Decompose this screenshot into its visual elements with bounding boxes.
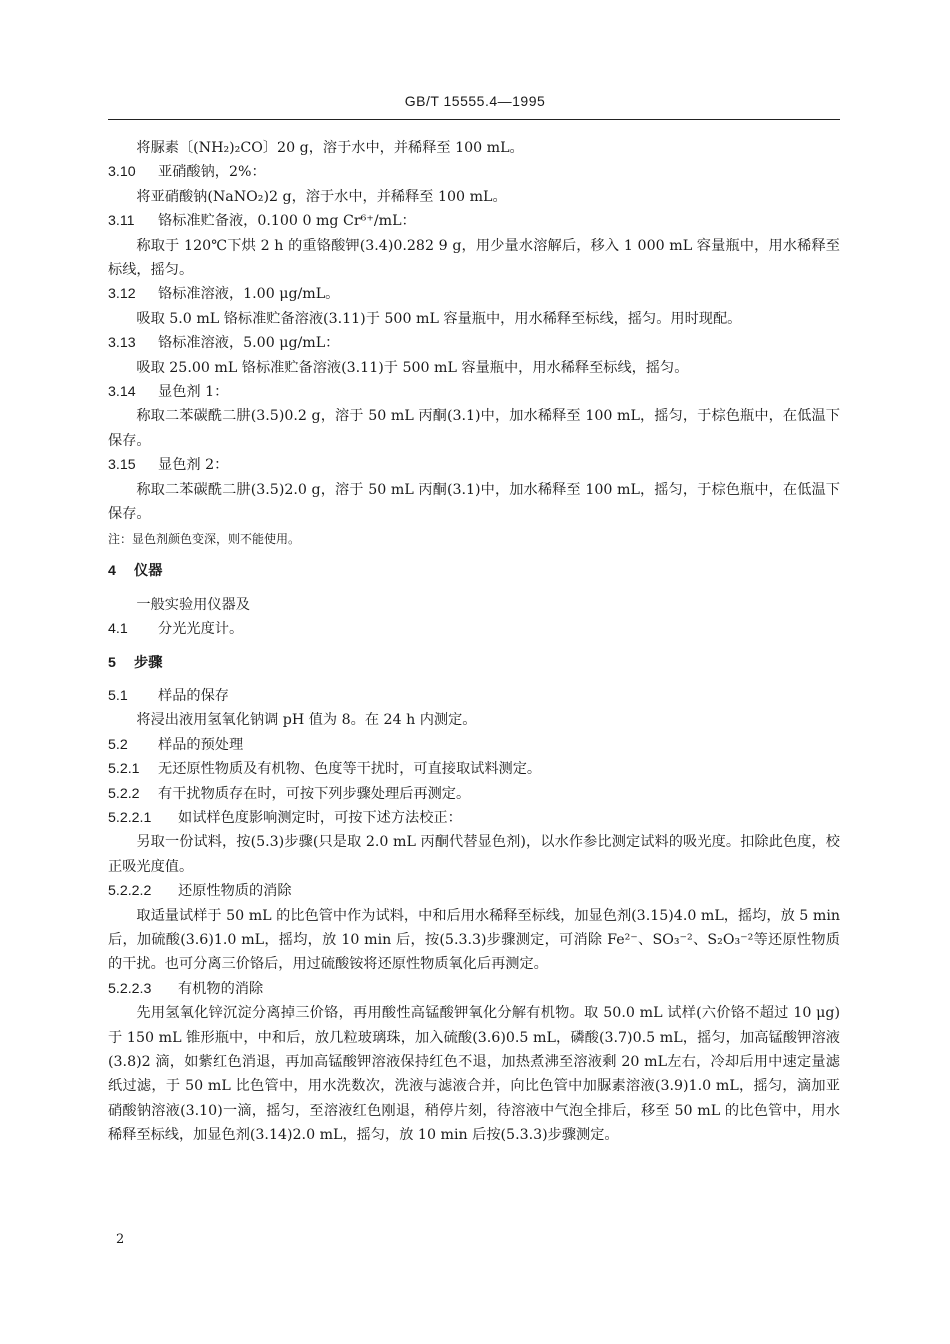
- clause-line: [108, 160, 840, 184]
- clause-text: 有机物的消除: [178, 980, 264, 997]
- paragraph: 另取一份试料，按(5.3)步骤(只是取 2.0 mL 丙酮代替显色剂)，以水作参比测定试料的吸光度。扣除此色度，校正吸光度值。: [108, 834, 840, 875]
- page-number: 2: [116, 1232, 125, 1247]
- clause-text: 铬标准溶液，1.00 μg/mL。: [158, 286, 340, 303]
- clause-line: [108, 757, 840, 781]
- document-header: GB/T 15555.4—1995: [404, 93, 546, 109]
- clause-text: 亚硝酸钠，2%：: [158, 164, 266, 181]
- clause-line: [108, 380, 840, 404]
- document-body: [108, 136, 840, 1148]
- paragraph: 吸取 5.0 mL 铬标准贮备溶液(3.11)于 500 mL 容量瓶中，用水稀释至标线，摇匀。用时现配。: [136, 310, 742, 327]
- clause-number: 3.12: [108, 286, 136, 303]
- clause-number: 5.2.1: [108, 761, 140, 778]
- clause-line: [108, 617, 840, 641]
- clause-number: 3.14: [108, 384, 136, 400]
- paragraph: 先用氢氧化锌沉淀分离掉三价铬，再用酸性高锰酸钾氧化分解有机物。取 50.0 mL 试样(六价铬不超过 10 μg)于 150 mL 锥形瓶中，中和后，放几粒玻璃珠，加入硫酸(3.6)0.5 mL，磷酸(3.7)0.5 mL，摇匀，加高锰酸钾溶液(3.8)2 滴，如紫红色消退，再加高锰酸钾溶液保持红色不退，加热煮沸至溶液剩 20 mL左右，冷却后用中速定量滤纸过滤，于 50 mL 比色管中，用水洗数次，洗液与滤液合并，向比色管中加脲素溶液(3.9)1.0 mL，摇匀，滴加亚硝酸钠溶液(3.10)一滴，摇匀，至溶液红色刚退，稍停片刻，待溶液中气泡全排后，移至 50 mL 的比色管中，用水稀释至标线，加显色剂(3.14)2.0 mL，摇匀，放 10 min 后按(5.3.3)步骤测定。: [108, 1005, 840, 1144]
- paragraph: 称取二苯碳酰二肼(3.5)0.2 g，溶于 50 mL 丙酮(3.1)中，加水稀释至 100 mL，摇匀，于棕色瓶中，在低温下保存。: [108, 408, 840, 449]
- paragraph: 将亚硝酸钠(NaNO₂)2 g，溶于水中，并稀释至 100 mL。: [136, 188, 507, 205]
- clause-text: 还原性物质的消除: [178, 883, 292, 900]
- clause-line: [108, 209, 840, 233]
- clause-number: 5.2.2: [108, 785, 140, 802]
- clause-text: 样品的保存: [158, 687, 229, 704]
- clause-text: 有干扰物质存在时，可按下列步骤处理后再测定。: [158, 785, 471, 802]
- clause-number: 3.15: [108, 457, 136, 474]
- clause-text: 显色剂 1：: [158, 384, 229, 400]
- paragraph: 称取于 120℃下烘 2 h 的重铬酸钾(3.4)0.282 9 g，用少量水溶解后，移入 1 000 mL 容量瓶中，用水稀释至标线，摇匀。: [108, 237, 840, 278]
- clause-line: [108, 782, 840, 806]
- clause-text: 无还原性物质及有机物、色度等干扰时，可直接取试料测定。: [158, 761, 542, 778]
- paragraph: 将浸出液用氢氧化钠调 pH 值为 8。在 24 h 内测定。: [136, 712, 477, 729]
- note: 注：显色剂颜色变深，则不能使用。: [108, 532, 301, 547]
- clause-text: 显色剂 2：: [158, 457, 229, 474]
- clause-number: 3.11: [108, 213, 135, 230]
- paragraph: 吸取 25.00 mL 铬标准贮备溶液(3.11)于 500 mL 容量瓶中，用水稀释至标线，摇匀。: [136, 359, 689, 376]
- clause-number: 5.2: [108, 736, 128, 753]
- clause-text: 铬标准溶液，5.00 μg/mL：: [158, 335, 340, 352]
- section-heading: [108, 651, 840, 675]
- section-title: 仪器: [134, 563, 163, 580]
- section-title: 步骤: [134, 654, 163, 671]
- clause-line: [108, 684, 840, 708]
- clause-number: 5.2.2.1: [108, 809, 152, 826]
- paragraph: 一般实验用仪器及: [136, 596, 250, 613]
- section-number: 4: [108, 563, 116, 580]
- section-heading: [108, 559, 840, 583]
- clause-text: 样品的预处理: [158, 736, 244, 753]
- paragraph: 将脲素〔(NH₂)₂CO〕20 g，溶于水中，并稀释至 100 mL。: [136, 140, 524, 156]
- clause-line: [108, 806, 840, 830]
- clause-number: 3.13: [108, 335, 136, 352]
- clause-line: [108, 977, 840, 1001]
- clause-line: [108, 282, 840, 306]
- clause-number: 5.1: [108, 687, 128, 704]
- clause-line: [108, 733, 840, 757]
- clause-line: [108, 453, 840, 477]
- paragraph: 称取二苯碳酰二肼(3.5)2.0 g，溶于 50 mL 丙酮(3.1)中，加水稀释至 100 mL，摇匀，于棕色瓶中，在低温下保存。: [108, 481, 840, 522]
- header-rule: [108, 119, 840, 120]
- clause-number: 5.2.2.3: [108, 980, 152, 997]
- clause-text: 如试样色度影响测定时，可按下述方法校正：: [178, 809, 462, 826]
- section-number: 5: [108, 654, 116, 671]
- clause-text: 分光光度计。: [158, 621, 244, 638]
- clause-line: [108, 879, 840, 903]
- clause-number: 5.2.2.2: [108, 883, 152, 900]
- clause-number: 4.1: [108, 621, 128, 638]
- clause-text: 铬标准贮备液，0.100 0 mg Cr⁶⁺/mL：: [158, 213, 416, 230]
- clause-line: [108, 331, 840, 355]
- clause-number: 3.10: [108, 164, 136, 181]
- paragraph: 取适量试样于 50 mL 的比色管中作为试料，中和后用水稀释至标线，加显色剂(3.15)4.0 mL，摇均，放 5 min 后，加硫酸(3.6)1.0 mL，摇均，放 10 min 后，按(5.3.3)步骤测定，可消除 Fe²⁻、SO₃⁻²、S₂O₃⁻²等还原性物质的干扰。也可分离三价铬后，用过硫酸铵将还原性物质氧化后再测定。: [108, 907, 840, 973]
